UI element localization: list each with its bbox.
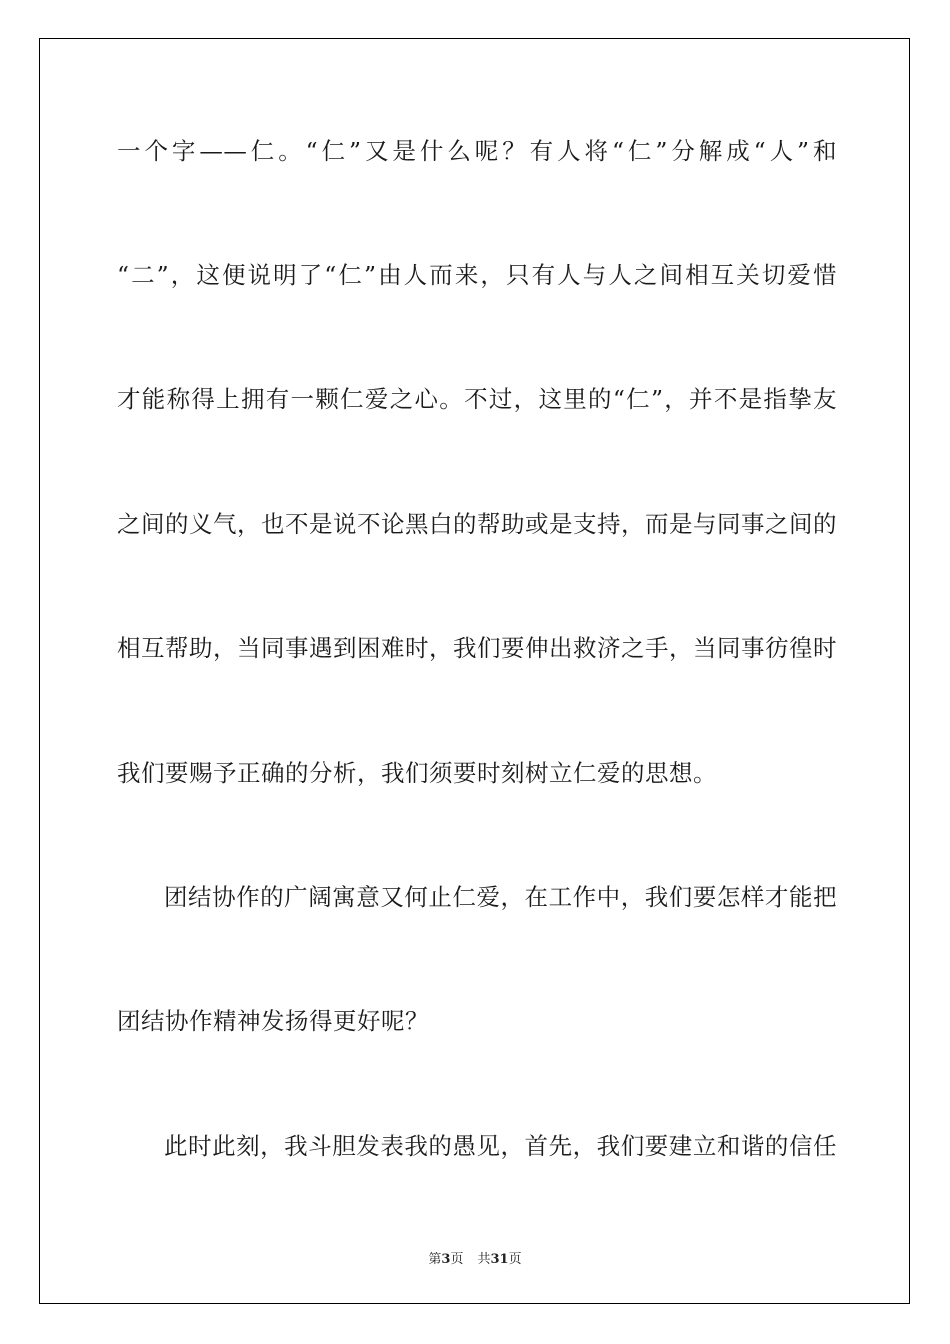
body-line-3: 才能称得上拥有一颗仁爱之心。不过，这里的“仁”，并不是指挚友 — [117, 385, 837, 413]
body-line-2: “二”，这便说明了“仁”由人而来，只有人与人之间相互关切爱惜 — [117, 261, 837, 289]
body-line-5: 相互帮助，当同事遇到困难时，我们要伸出救济之手，当同事彷徨时 — [117, 634, 837, 662]
total-pages: 31 — [490, 1252, 509, 1267]
body-line-6: 我们要赐予正确的分析，我们须要时刻树立仁爱的思想。 — [117, 759, 717, 787]
page-footer — [0, 1248, 950, 1267]
body-line-9: 此时此刻，我斗胆发表我的愚见，首先，我们要建立和谐的信任 — [164, 1132, 837, 1160]
body-line-7: 团结协作的广阔寓意又何止仁爱，在工作中，我们要怎样才能把 — [164, 883, 837, 911]
page-number: 3 — [441, 1252, 451, 1267]
total-prefix: 共 — [477, 1252, 491, 1267]
page-suffix: 页 — [450, 1252, 464, 1267]
body-line-4: 之间的义气，也不是说不论黑白的帮助或是支持，而是与同事之间的 — [117, 510, 837, 538]
total-suffix: 页 — [508, 1252, 522, 1267]
page-border — [39, 38, 910, 1304]
body-line-8: 团结协作精神发扬得更好呢？ — [117, 1007, 429, 1035]
body-line-1: 一个字——仁。“仁”又是什么呢？有人将“仁”分解成“人”和 — [117, 137, 837, 165]
page-prefix: 第 — [428, 1252, 442, 1267]
